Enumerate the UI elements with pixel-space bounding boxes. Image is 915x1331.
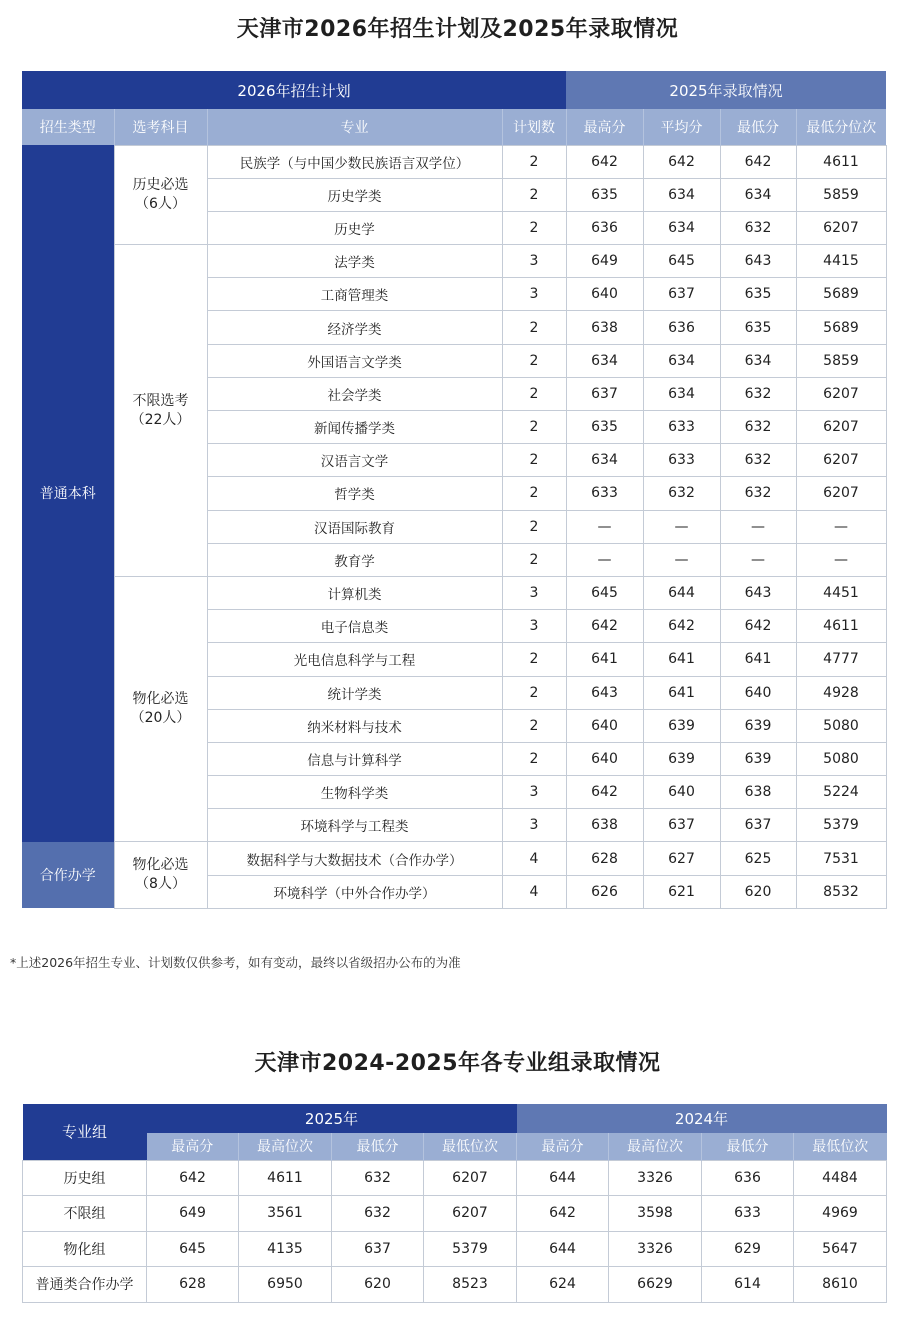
plan-count-cell: 3: [502, 610, 566, 643]
major-cell: 历史学: [207, 211, 502, 244]
major-cell: 教育学: [207, 543, 502, 576]
major-cell: 社会学类: [207, 377, 502, 410]
major-cell: 历史学类: [207, 178, 502, 211]
column-header: 最低位次: [794, 1133, 887, 1160]
column-header: 最高位次: [609, 1133, 702, 1160]
min-score-cell: 643: [720, 245, 796, 278]
plan-count-cell: 3: [502, 576, 566, 609]
major-cell: 计算机类: [207, 576, 502, 609]
plan-count-cell: 4: [502, 842, 566, 875]
value-cell: 645: [147, 1231, 239, 1267]
value-cell: 4135: [239, 1231, 332, 1267]
major-cell: 纳米材料与技术: [207, 709, 502, 742]
major-cell: 汉语言文学: [207, 444, 502, 477]
plan-count-cell: 2: [502, 377, 566, 410]
avg-score-cell: 634: [643, 344, 720, 377]
major-cell: 经济学类: [207, 311, 502, 344]
min-rank-cell: 8532: [796, 875, 886, 908]
admission-plan-table: [22, 71, 887, 909]
min-score-cell: 632: [720, 411, 796, 444]
max-score-cell: 640: [566, 742, 643, 775]
max-score-cell: 636: [566, 211, 643, 244]
max-score-cell: 641: [566, 643, 643, 676]
plan-count-cell: 2: [502, 543, 566, 576]
max-score-cell: 642: [566, 145, 643, 178]
table-row: [22, 842, 886, 875]
min-rank-cell: 7531: [796, 842, 886, 875]
avg-score-cell: 639: [643, 709, 720, 742]
avg-score-cell: 637: [643, 809, 720, 842]
avg-score-cell: 645: [643, 245, 720, 278]
value-cell: 624: [517, 1267, 609, 1303]
max-score-cell: 634: [566, 344, 643, 377]
avg-score-cell: 632: [643, 477, 720, 510]
avg-score-cell: 634: [643, 377, 720, 410]
plan-count-cell: 3: [502, 278, 566, 311]
major-cell: 新闻传播学类: [207, 411, 502, 444]
min-rank-cell: 5224: [796, 776, 886, 809]
min-score-cell: 637: [720, 809, 796, 842]
min-score-cell: 643: [720, 576, 796, 609]
avg-score-cell: —: [643, 510, 720, 543]
value-cell: 629: [702, 1231, 794, 1267]
major-cell: 电子信息类: [207, 610, 502, 643]
table-row: [22, 245, 886, 278]
max-score-cell: 640: [566, 709, 643, 742]
avg-score-cell: 639: [643, 742, 720, 775]
avg-score-cell: 642: [643, 610, 720, 643]
major-cell: 汉语国际教育: [207, 510, 502, 543]
min-rank-cell: 5080: [796, 709, 886, 742]
max-score-cell: 643: [566, 676, 643, 709]
value-cell: 6207: [424, 1160, 517, 1196]
subject-quota: （6人）: [135, 195, 186, 212]
plan-count-cell: 3: [502, 809, 566, 842]
year-header-2024: 2024年: [517, 1104, 887, 1133]
value-cell: 614: [702, 1267, 794, 1303]
min-rank-cell: 4777: [796, 643, 886, 676]
min-rank-cell: 6207: [796, 377, 886, 410]
avg-score-cell: 633: [643, 411, 720, 444]
plan-count-cell: 2: [502, 211, 566, 244]
min-score-cell: 639: [720, 709, 796, 742]
min-score-cell: —: [720, 510, 796, 543]
value-cell: 6207: [424, 1196, 517, 1232]
major-cell: 光电信息科学与工程: [207, 643, 502, 676]
major-cell: 哲学类: [207, 477, 502, 510]
column-header: 最低位次: [424, 1133, 517, 1160]
subject-quota: （20人）: [130, 710, 191, 727]
value-cell: 6950: [239, 1267, 332, 1303]
min-score-cell: 641: [720, 643, 796, 676]
column-header: 最低分: [720, 109, 796, 145]
min-score-cell: 634: [720, 178, 796, 211]
table-row: [23, 1160, 887, 1196]
value-cell: 4969: [794, 1196, 887, 1232]
value-cell: 644: [517, 1160, 609, 1196]
avg-score-cell: 644: [643, 576, 720, 609]
subject-name: 不限选考: [132, 392, 189, 409]
column-header: 计划数: [502, 109, 566, 145]
min-rank-cell: 6207: [796, 211, 886, 244]
page-title: 天津市2026年招生计划及2025年录取情况: [236, 17, 679, 42]
min-score-cell: —: [720, 543, 796, 576]
plan-count-cell: 2: [502, 676, 566, 709]
column-header: 招生类型: [22, 109, 114, 145]
value-cell: 3326: [609, 1160, 702, 1196]
avg-score-cell: 636: [643, 311, 720, 344]
category-cell: 合作办学: [22, 842, 114, 908]
major-cell: 法学类: [207, 245, 502, 278]
plan-count-cell: 3: [502, 245, 566, 278]
min-score-cell: 642: [720, 145, 796, 178]
plan-count-cell: 3: [502, 776, 566, 809]
year-header-2025: 2025年: [147, 1104, 517, 1133]
group-name-cell: 历史组: [23, 1160, 147, 1196]
min-score-cell: 632: [720, 211, 796, 244]
corner-header: 专业组: [23, 1104, 147, 1160]
max-score-cell: 638: [566, 809, 643, 842]
major-cell: 工商管理类: [207, 278, 502, 311]
avg-score-cell: 633: [643, 444, 720, 477]
avg-score-cell: 641: [643, 676, 720, 709]
value-cell: 642: [517, 1196, 609, 1232]
major-cell: 信息与计算科学: [207, 742, 502, 775]
plan-count-cell: 2: [502, 477, 566, 510]
max-score-cell: 635: [566, 411, 643, 444]
max-score-cell: 645: [566, 576, 643, 609]
column-header: 最低分: [332, 1133, 424, 1160]
value-cell: 632: [332, 1160, 424, 1196]
max-score-cell: 635: [566, 178, 643, 211]
min-rank-cell: 5859: [796, 178, 886, 211]
plan-count-cell: 2: [502, 709, 566, 742]
min-rank-cell: 4928: [796, 676, 886, 709]
column-header: 最高分: [147, 1133, 239, 1160]
plan-count-cell: 2: [502, 643, 566, 676]
min-rank-cell: 4451: [796, 576, 886, 609]
plan-count-cell: 2: [502, 178, 566, 211]
max-score-cell: 649: [566, 245, 643, 278]
min-score-cell: 634: [720, 344, 796, 377]
value-cell: 620: [332, 1267, 424, 1303]
value-cell: 3598: [609, 1196, 702, 1232]
major-cell: 数据科学与大数据技术（合作办学）: [207, 842, 502, 875]
subject-cell: [114, 145, 207, 245]
min-rank-cell: 6207: [796, 444, 886, 477]
value-cell: 8610: [794, 1267, 887, 1303]
subject-quota: （8人）: [135, 876, 186, 893]
value-cell: 5379: [424, 1231, 517, 1267]
min-rank-cell: 6207: [796, 477, 886, 510]
value-cell: 642: [147, 1160, 239, 1196]
value-cell: 3561: [239, 1196, 332, 1232]
column-header: 最高位次: [239, 1133, 332, 1160]
subject-name: 物化必选: [132, 691, 189, 708]
min-score-cell: 635: [720, 278, 796, 311]
min-score-cell: 625: [720, 842, 796, 875]
group-name-cell: 不限组: [23, 1196, 147, 1232]
min-rank-cell: 5859: [796, 344, 886, 377]
subject-name: 历史必选: [132, 176, 189, 193]
max-score-cell: —: [566, 543, 643, 576]
min-score-cell: 638: [720, 776, 796, 809]
min-rank-cell: 5379: [796, 809, 886, 842]
major-cell: 民族学（与中国少数民族语言双学位）: [207, 145, 502, 178]
value-cell: 3326: [609, 1231, 702, 1267]
major-cell: 环境科学（中外合作办学）: [207, 875, 502, 908]
min-score-cell: 642: [720, 610, 796, 643]
value-cell: 637: [332, 1231, 424, 1267]
max-score-cell: —: [566, 510, 643, 543]
subject-quota: （22人）: [130, 411, 191, 428]
group-header-admission: 2025年录取情况: [566, 71, 886, 109]
min-score-cell: 635: [720, 311, 796, 344]
subject-cell: [114, 842, 207, 908]
plan-count-cell: 2: [502, 311, 566, 344]
table-row: [22, 145, 886, 178]
min-score-cell: 632: [720, 377, 796, 410]
plan-count-cell: 2: [502, 145, 566, 178]
min-score-cell: 632: [720, 444, 796, 477]
major-cell: 统计学类: [207, 676, 502, 709]
max-score-cell: 642: [566, 610, 643, 643]
column-header: 最高分: [517, 1133, 609, 1160]
column-header: 最高分: [566, 109, 643, 145]
max-score-cell: 633: [566, 477, 643, 510]
plan-count-cell: 2: [502, 411, 566, 444]
plan-count-cell: 2: [502, 444, 566, 477]
major-cell: 环境科学与工程类: [207, 809, 502, 842]
min-score-cell: 632: [720, 477, 796, 510]
min-score-cell: 640: [720, 676, 796, 709]
value-cell: 8523: [424, 1267, 517, 1303]
group-admission-table: [22, 1104, 887, 1303]
min-rank-cell: 4611: [796, 145, 886, 178]
table-row: [22, 576, 886, 609]
column-header: 最低分位次: [796, 109, 886, 145]
min-rank-cell: 5080: [796, 742, 886, 775]
footnote: *上述2026年招生专业、计划数仅供参考，如有变动，最终以省级招办公布的为准: [10, 955, 461, 970]
category-cell: 普通本科: [22, 145, 114, 842]
value-cell: 632: [332, 1196, 424, 1232]
subject-cell: [114, 245, 207, 577]
value-cell: 4484: [794, 1160, 887, 1196]
value-cell: 6629: [609, 1267, 702, 1303]
column-header: 专业: [207, 109, 502, 145]
min-rank-cell: 6207: [796, 411, 886, 444]
avg-score-cell: 642: [643, 145, 720, 178]
plan-count-cell: 2: [502, 742, 566, 775]
min-rank-cell: 4611: [796, 610, 886, 643]
column-header: 最低分: [702, 1133, 794, 1160]
avg-score-cell: —: [643, 543, 720, 576]
avg-score-cell: 621: [643, 875, 720, 908]
min-rank-cell: 5689: [796, 278, 886, 311]
group-name-cell: 物化组: [23, 1231, 147, 1267]
avg-score-cell: 634: [643, 178, 720, 211]
group-name-cell: 普通类合作办学: [23, 1267, 147, 1303]
value-cell: 633: [702, 1196, 794, 1232]
min-rank-cell: —: [796, 510, 886, 543]
table-row: [23, 1267, 887, 1303]
avg-score-cell: 627: [643, 842, 720, 875]
value-cell: 644: [517, 1231, 609, 1267]
plan-count-cell: 4: [502, 875, 566, 908]
group-header-plan: 2026年招生计划: [22, 71, 566, 109]
min-rank-cell: 5689: [796, 311, 886, 344]
avg-score-cell: 641: [643, 643, 720, 676]
max-score-cell: 638: [566, 311, 643, 344]
major-cell: 外国语言文学类: [207, 344, 502, 377]
min-rank-cell: 4415: [796, 245, 886, 278]
section-title: 天津市2024-2025年各专业组录取情况: [254, 1051, 661, 1076]
min-rank-cell: —: [796, 543, 886, 576]
avg-score-cell: 637: [643, 278, 720, 311]
max-score-cell: 628: [566, 842, 643, 875]
subject-name: 物化必选: [132, 857, 189, 874]
value-cell: 636: [702, 1160, 794, 1196]
major-cell: 生物科学类: [207, 776, 502, 809]
column-header: 选考科目: [114, 109, 207, 145]
table-row: [23, 1196, 887, 1232]
max-score-cell: 637: [566, 377, 643, 410]
avg-score-cell: 640: [643, 776, 720, 809]
value-cell: 649: [147, 1196, 239, 1232]
plan-count-cell: 2: [502, 510, 566, 543]
min-score-cell: 620: [720, 875, 796, 908]
max-score-cell: 642: [566, 776, 643, 809]
column-header: 平均分: [643, 109, 720, 145]
max-score-cell: 640: [566, 278, 643, 311]
max-score-cell: 634: [566, 444, 643, 477]
table-row: [23, 1231, 887, 1267]
subject-cell: [114, 576, 207, 842]
max-score-cell: 626: [566, 875, 643, 908]
plan-count-cell: 2: [502, 344, 566, 377]
min-score-cell: 639: [720, 742, 796, 775]
avg-score-cell: 634: [643, 211, 720, 244]
value-cell: 4611: [239, 1160, 332, 1196]
value-cell: 5647: [794, 1231, 887, 1267]
value-cell: 628: [147, 1267, 239, 1303]
